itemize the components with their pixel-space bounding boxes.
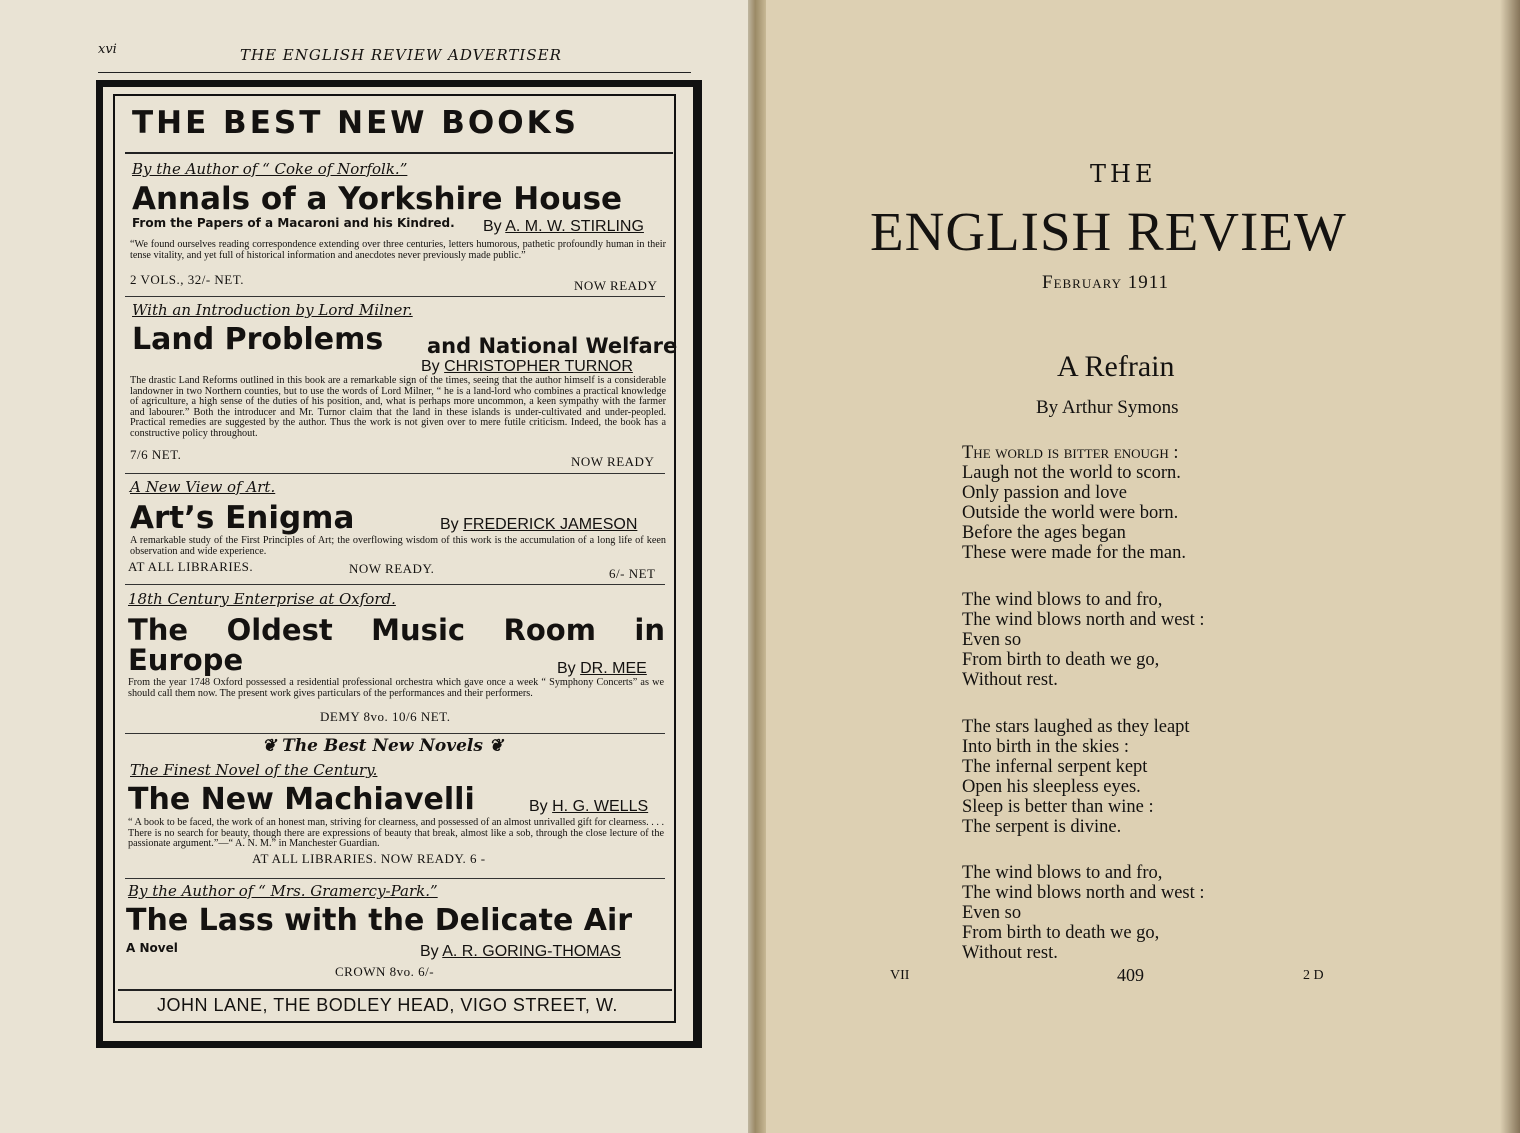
book-1-status: NOW READY	[574, 278, 658, 293]
book-3-label: A New View of Art.	[130, 478, 276, 496]
poem-author: By Arthur Symons	[1036, 397, 1179, 418]
divider	[125, 473, 665, 474]
poem-line: The wind blows north and west :	[962, 883, 1205, 903]
signature-mark: VII	[890, 968, 910, 983]
masthead-the: THE	[1090, 160, 1157, 188]
book-4-byline: By DR. MEE	[557, 660, 647, 677]
stanza-1	[962, 443, 1186, 563]
page-edge-shadow	[1500, 0, 1520, 1133]
book-3-byline: By FREDERICK JAMESON	[440, 516, 638, 533]
poem-line: The stars laughed as they leapt	[962, 717, 1190, 737]
divider	[125, 584, 665, 585]
advert-heading: THE BEST NEW BOOKS	[132, 105, 579, 141]
poem-line: Outside the world were born.	[962, 503, 1179, 523]
poem-line: From birth to death we go,	[962, 923, 1160, 943]
book-4-title-line1: The Oldest Music Room in	[128, 613, 665, 647]
poem-line: Open his sleepless eyes.	[962, 777, 1141, 797]
book-1-price: 2 VOLS., 32/- NET.	[130, 272, 244, 287]
novel-2-label: By the Author of “ Mrs. Gramercy-Park.”	[128, 882, 438, 900]
book-3-availability: AT ALL LIBRARIES.	[128, 559, 254, 574]
stanza-2	[962, 590, 1205, 690]
divider	[125, 878, 665, 879]
book-1-label: By the Author of “ Coke of Norfolk.”	[132, 160, 408, 178]
poem-line: Laugh not the world to scorn.	[962, 463, 1181, 483]
gathering-mark: 2 D	[1303, 968, 1324, 983]
poem-line: Even so	[962, 903, 1022, 923]
stanza-3	[962, 717, 1190, 837]
divider	[125, 296, 665, 297]
book-4-blurb: From the year 1748 Oxford possessed a residential professional orchestra which gave once a week “ Symphony Concerts” as we should call them now. The present work gives particulars of the performances and their performers.	[128, 677, 664, 699]
poem-line: The wind blows north and west :	[962, 610, 1205, 630]
poem-line: These were made for the man.	[962, 543, 1186, 563]
publisher-line: JOHN LANE, THE BODLEY HEAD, VIGO STREET, W.	[157, 995, 618, 1015]
novel-1-label: The Finest Novel of the Century.	[130, 761, 378, 779]
novel-2-byline: By A. R. GORING-THOMAS	[420, 943, 621, 960]
book-1-title: Annals of a Yorkshire House	[132, 181, 623, 217]
poem-line: Without rest.	[962, 670, 1058, 690]
poem-line: The world is bitter enough :	[962, 443, 1179, 463]
novel-1-title: The New Machiavelli	[128, 782, 475, 817]
book-4-price: DEMY 8vo. 10/6 NET.	[320, 709, 451, 724]
novels-heading: ❦ The Best New Novels ❦	[262, 736, 504, 756]
book-3-status: NOW READY.	[349, 561, 435, 576]
book-gutter	[748, 0, 766, 1133]
left-page-number: xvi	[98, 42, 117, 57]
book-2-byline: By CHRISTOPHER TURNOR	[421, 358, 633, 375]
book-1-byline: By A. M. W. STIRLING	[483, 218, 644, 235]
book-1-blurb: “We found ourselves reading correspondence extending over three centuries, letters humorous, pathetic profoundly human in their tense vitality, and yet full of historical information and anecdotes never previously made public.”	[130, 239, 666, 261]
poem-line: From birth to death we go,	[962, 650, 1160, 670]
book-2-title-rest: and National Welfare	[427, 334, 678, 358]
poem-title: A Refrain	[1057, 350, 1175, 383]
poem-line: The wind blows to and fro,	[962, 590, 1163, 610]
book-4-label: 18th Century Enterprise at Oxford.	[128, 590, 396, 608]
poem-line: Into birth in the skies :	[962, 737, 1129, 757]
novel-2-subtitle: A Novel	[126, 941, 178, 955]
stanza-4	[962, 863, 1205, 963]
book-3-price: 6/- NET	[609, 566, 656, 581]
book-2-label: With an Introduction by Lord Milner.	[132, 301, 413, 319]
book-2-status: NOW READY	[571, 454, 655, 469]
novel-2-title: The Lass with the Delicate Air	[126, 903, 633, 938]
poem-line: Without rest.	[962, 943, 1058, 963]
issue-date: February 1911	[1042, 272, 1170, 293]
divider	[125, 152, 673, 154]
poem-line: Before the ages began	[962, 523, 1126, 543]
novel-1-byline: By H. G. WELLS	[529, 798, 649, 815]
book-2-blurb: The drastic Land Reforms outlined in this book are a remarkable sign of the times, seeing that the author himself is a considerable landowner in two Northern counties, but to use the words of Lord Milner, “ he is a land-lord who combines a practical knowledge of agriculture, a high sense of the duties of his position, and, what is perhaps more uncommon, a keen sympathy with the farmer and labourer.” Both the introducer and Mr. Turnor claim that the land in these islands is under-cultivated and under-peopled. Practical remedies are suggested by the author. Thus the work is not given over to mere futile criticism. Indeed, the book has a constructive policy throughout.	[130, 375, 666, 439]
masthead-title: ENGLISH REVIEW	[870, 201, 1347, 262]
novel-2-price: CROWN 8vo. 6/-	[335, 964, 435, 979]
novel-1-blurb: “ A book to be faced, the work of an honest man, striving for clearness, and possessed of an almost unrivalled gift for clearness. . . . There is no search for beauty, though there are expressions of beauty that break, almost like a sob, through the close lecture of the passionate argument.”—“ A. N. M.” in Manchester Guardian.	[128, 817, 664, 849]
divider	[118, 989, 672, 991]
book-2-title-main: Land Problems	[132, 322, 384, 357]
poem-line: The wind blows to and fro,	[962, 863, 1163, 883]
fleuron-icon: ❦	[262, 736, 277, 756]
book-3-title: Art’s Enigma	[130, 500, 355, 536]
book-1-subtitle: From the Papers of a Macaroni and his Kindred.	[132, 216, 455, 230]
page-number: 409	[1117, 965, 1144, 985]
poem-line: Even so	[962, 630, 1022, 650]
novel-1-price: AT ALL LIBRARIES. NOW READY. 6 -	[252, 851, 486, 866]
poem-line: The infernal serpent kept	[962, 757, 1148, 777]
poem-line: Sleep is better than wine :	[962, 797, 1154, 817]
divider	[125, 733, 665, 734]
book-2-price: 7/6 NET.	[130, 447, 182, 462]
poem-line: The serpent is divine.	[962, 817, 1122, 837]
book-3-blurb: A remarkable study of the First Principles of Art; the overflowing wisdom of this work is the accumulation of a long life of keen observation and wide experience.	[130, 535, 666, 557]
book-4-title-line2: Europe	[128, 643, 244, 677]
poem-line: Only passion and love	[962, 483, 1127, 503]
header-rule	[98, 72, 691, 73]
running-header: THE ENGLISH REVIEW ADVERTISER	[240, 46, 562, 64]
fleuron-icon: ❦	[488, 736, 504, 756]
